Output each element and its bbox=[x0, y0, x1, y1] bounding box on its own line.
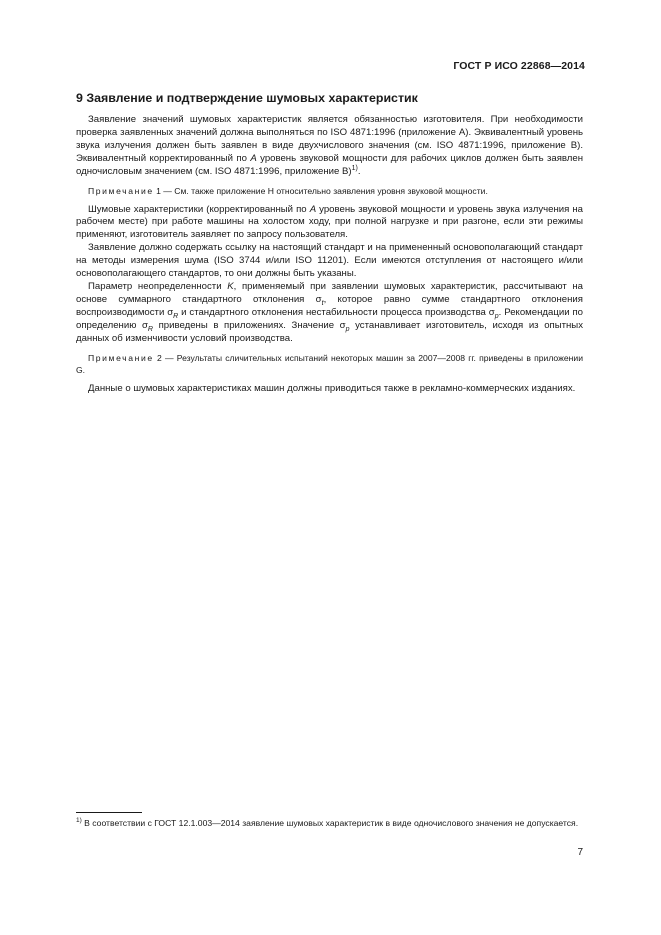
footnote-marker: 1) bbox=[76, 817, 82, 824]
paragraph-uncertainty: Параметр неопределенности K, применяемый при заявлении шумовых характеристик, рассчитывают на основе суммарного стандартного отклонения $\sigma_t$, которое равно сумме стандартного отклонения воспроизводимости $\sigma_R$ и стандартного отклонения нестабильности процесса производства $\sigma_p$. Рекомендации по определению $\sigma_R$ приведены в приложениях. Значение $\sigma_p$ устанавливает изготовитель, исходя из опытных данных об изменчивости условий производства. bbox=[76, 280, 583, 344]
footnote-reference: 1) bbox=[351, 164, 358, 172]
paragraph-reference: Заявление должно содержать ссылку на настоящий стандарт и на примененный основополагающий стандарт на методы измерения шума (ISO 3744 и/или ISO 11201). Если имеются отступления от настоящего и/или основополагающего стандартов, то они должны быть указаны. bbox=[76, 242, 583, 280]
footnote bbox=[76, 817, 583, 829]
note-1: Примечание 1 — См. также приложение H относительно заявления уровня звуковой мощности. bbox=[88, 185, 488, 196]
section-title: 9 Заявление и подтверждение шумовых характеристик bbox=[76, 91, 418, 105]
page-number: 7 bbox=[577, 847, 583, 858]
paragraph-noise-characteristics: Шумовые характеристики (корректированный по A уровень звуковой мощности и уровень звука излучения на рабочем месте) при работе машины на холостом ходу, при полной нагрузке и при разгоне, если эти режимы применяют, изготовитель заявляет по запросу пользователя. bbox=[76, 203, 583, 241]
note-2: Примечание 2 — Результаты сличительных испытаний некоторых машин за 2007—2008 гг. приведены в приложении G. bbox=[76, 352, 583, 375]
main-content bbox=[76, 91, 583, 395]
footnote-text: В соответствии с ГОСТ 12.1.003—2014 заявление шумовых характеристик в виде одночислового значения не допускается. bbox=[81, 818, 579, 828]
standard-header: ГОСТ Р ИСО 22868—2014 bbox=[453, 60, 585, 72]
footnote-divider bbox=[76, 812, 142, 813]
paragraph-advertising: Данные о шумовых характеристиках машин должны приводиться также в рекламно-коммерческих изданиях. bbox=[88, 382, 576, 394]
paragraph-declaration: Заявление значений шумовых характеристик является обязанностью изготовителя. При необходимости проверка заявленных значений должна выполняться по ISO 4871:1996 (приложение A). Эквивалентный уровень звука излучения должен быть заявлен в виде двухчислового значения (см. ISO 4871:1996, приложение B). Эквивалентный корректированный по A уровень звуковой мощности для рабочих циклов должен быть заявлен одночисловым значением (см. ISO 4871:1996, приложение B)$^{1)}$. bbox=[76, 114, 583, 177]
